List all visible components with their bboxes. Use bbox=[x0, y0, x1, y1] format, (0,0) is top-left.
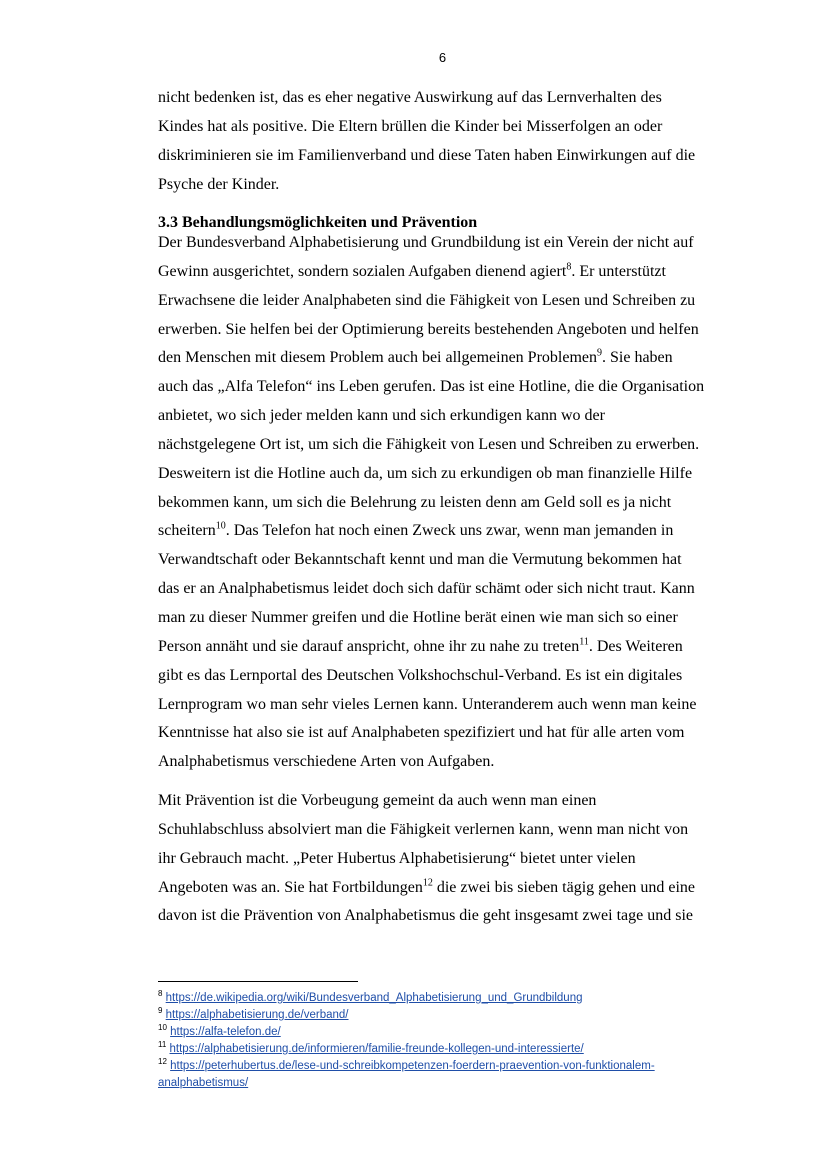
footnote-ref-12: 12 bbox=[422, 877, 433, 889]
text-run: die zwei bis sieben tägig gehen und eine bbox=[432, 878, 695, 896]
footnote-9 bbox=[158, 1007, 758, 1024]
footnote-link[interactable]: https://de.wikipedia.org/wiki/Bundesverband_Alphabetisierung_und_Grundbildung bbox=[165, 992, 583, 1004]
text-line: Mit Prävention ist die Vorbeugung gemeint da auch wenn man einen bbox=[158, 792, 597, 809]
footnote-10 bbox=[158, 1024, 758, 1041]
text-line: man zu dieser Nummer greifen und die Hotline berät einen wie man sich so einer bbox=[158, 608, 678, 626]
text-run: scheitern bbox=[158, 522, 216, 540]
footnote-11 bbox=[158, 1041, 758, 1058]
section-heading: 3.3 Behandlungsmöglichkeiten und Prävention bbox=[158, 214, 478, 231]
text-line: Analphabetismus verschiedene Arten von Aufgaben. bbox=[158, 753, 495, 771]
footnote-number: 10 bbox=[158, 1023, 167, 1033]
text-line bbox=[158, 344, 748, 373]
text-run: . Sie haben bbox=[602, 349, 673, 367]
text-line bbox=[158, 258, 748, 287]
text-run: Angeboten was an. Sie hat Fortbildungen bbox=[158, 878, 423, 896]
footnote-ref-11: 11 bbox=[579, 636, 589, 648]
text-line: Schuhlabschluss absolviert man die Fähigkeit verlernen kann, wenn man nicht von bbox=[158, 820, 689, 838]
paragraph-2 bbox=[158, 229, 748, 777]
footnote-link[interactable]: https://peterhubertus.de/lese-und-schreibkompetenzen-foerdern-praevention-von-funktionalem- bbox=[170, 1060, 655, 1072]
text-line bbox=[158, 874, 748, 903]
text-run: . Das Telefon hat noch einen Zweck uns zwar, wenn man jemanden in bbox=[225, 522, 674, 540]
text-run: Person annäht und sie darauf anspricht, ohne ihr zu nahe zu treten bbox=[158, 637, 580, 655]
footnote-number: 11 bbox=[158, 1040, 167, 1050]
footnotes bbox=[158, 990, 758, 1092]
text-line: Kenntnisse hat also sie ist auf Analphabeten spezifiziert und hat für alle arten vom bbox=[158, 724, 685, 742]
footnote-12-continued bbox=[158, 1075, 758, 1092]
text-line: diskriminieren sie im Familienverband und diese Taten haben Einwirkungen auf die bbox=[158, 146, 696, 164]
text-line: nicht bedenken ist, das es eher negative Auswirkung auf das Lernverhalten des bbox=[158, 89, 662, 106]
paragraph-3 bbox=[158, 787, 748, 931]
footnote-link[interactable]: https://alphabetisierung.de/verband/ bbox=[165, 1009, 349, 1021]
text-line: auch das „Alfa Telefon“ ins Leben gerufen. Das ist eine Hotline, die die Organisation bbox=[158, 378, 705, 396]
footnote-number: 12 bbox=[158, 1057, 167, 1067]
text-line: davon ist die Prävention von Analphabetismus die geht insgesamt zwei tage und sie bbox=[158, 907, 694, 925]
text-line: Der Bundesverband Alphabetisierung und Grundbildung ist ein Verein der nicht auf bbox=[158, 234, 694, 251]
footnote-ref-9: 9 bbox=[597, 348, 602, 360]
footnote-link[interactable]: https://alfa-telefon.de/ bbox=[170, 1026, 281, 1038]
text-line: Desweitern ist die Hotline auch da, um sich zu erkundigen ob man finanzielle Hilfe bbox=[158, 464, 693, 482]
text-line: anbietet, wo sich jeder melden kann und sich erkundigen kann wo der bbox=[158, 407, 605, 425]
footnote-number: 9 bbox=[158, 1006, 163, 1016]
footnote-12 bbox=[158, 1058, 758, 1075]
footnote-8 bbox=[158, 990, 758, 1007]
text-line: gibt es das Lernportal des Deutschen Volkshochschul-Verband. Es ist ein digitales bbox=[158, 666, 683, 684]
footnote-link[interactable]: analphabetismus/ bbox=[158, 1077, 249, 1089]
text-run: . Des Weiteren bbox=[588, 637, 683, 655]
text-line bbox=[158, 633, 748, 662]
text-line: nächstgelegene Ort ist, um sich die Fähigkeit von Lesen und Schreiben zu erwerben. bbox=[158, 435, 700, 453]
text-line: Verwandtschaft oder Bekanntschaft kennt und man die Vermutung bekommen hat bbox=[158, 551, 682, 569]
text-run: Gewinn ausgerichtet, sondern sozialen Aufgaben dienend agiert bbox=[158, 262, 567, 280]
text-line: ihr Gebrauch macht. „Peter Hubertus Alphabetisierung“ bietet unter vielen bbox=[158, 849, 636, 867]
text-line: bekommen kann, um sich die Belehrung zu leisten denn am Geld soll es ja nicht bbox=[158, 493, 672, 511]
footnote-link[interactable]: https://alphabetisierung.de/informieren/familie-freunde-kollegen-und-interessierte/ bbox=[169, 1043, 584, 1055]
text-line: erwerben. Sie helfen bei der Optimierung bereits bestehenden Angeboten und helfen bbox=[158, 320, 699, 338]
text-run: . Er unterstützt bbox=[571, 262, 666, 280]
footnote-ref-8: 8 bbox=[566, 261, 572, 273]
footnote-ref-10: 10 bbox=[215, 521, 226, 533]
text-line: Psyche der Kinder. bbox=[158, 175, 280, 193]
text-line bbox=[158, 517, 748, 546]
footnote-number: 8 bbox=[158, 989, 163, 999]
paragraph-1 bbox=[158, 84, 748, 199]
text-line: Kindes hat als positive. Die Eltern brüllen die Kinder bei Misserfolgen an oder bbox=[158, 117, 663, 135]
footnote-divider bbox=[158, 981, 358, 982]
text-line: Lernprogram wo man sehr vieles Lernen kann. Unteranderem auch wenn man keine bbox=[158, 695, 697, 713]
text-line: das er an Analphabetismus leidet doch sich dafür schämt oder sich nicht traut. Kann bbox=[158, 580, 695, 598]
page-number: 6 bbox=[438, 50, 447, 65]
text-line: Erwachsene die leider Analphabeten sind die Fähigkeit von Lesen und Schreiben zu bbox=[158, 291, 696, 309]
text-run: den Menschen mit diesem Problem auch bei allgemeinen Problemen bbox=[158, 349, 597, 367]
